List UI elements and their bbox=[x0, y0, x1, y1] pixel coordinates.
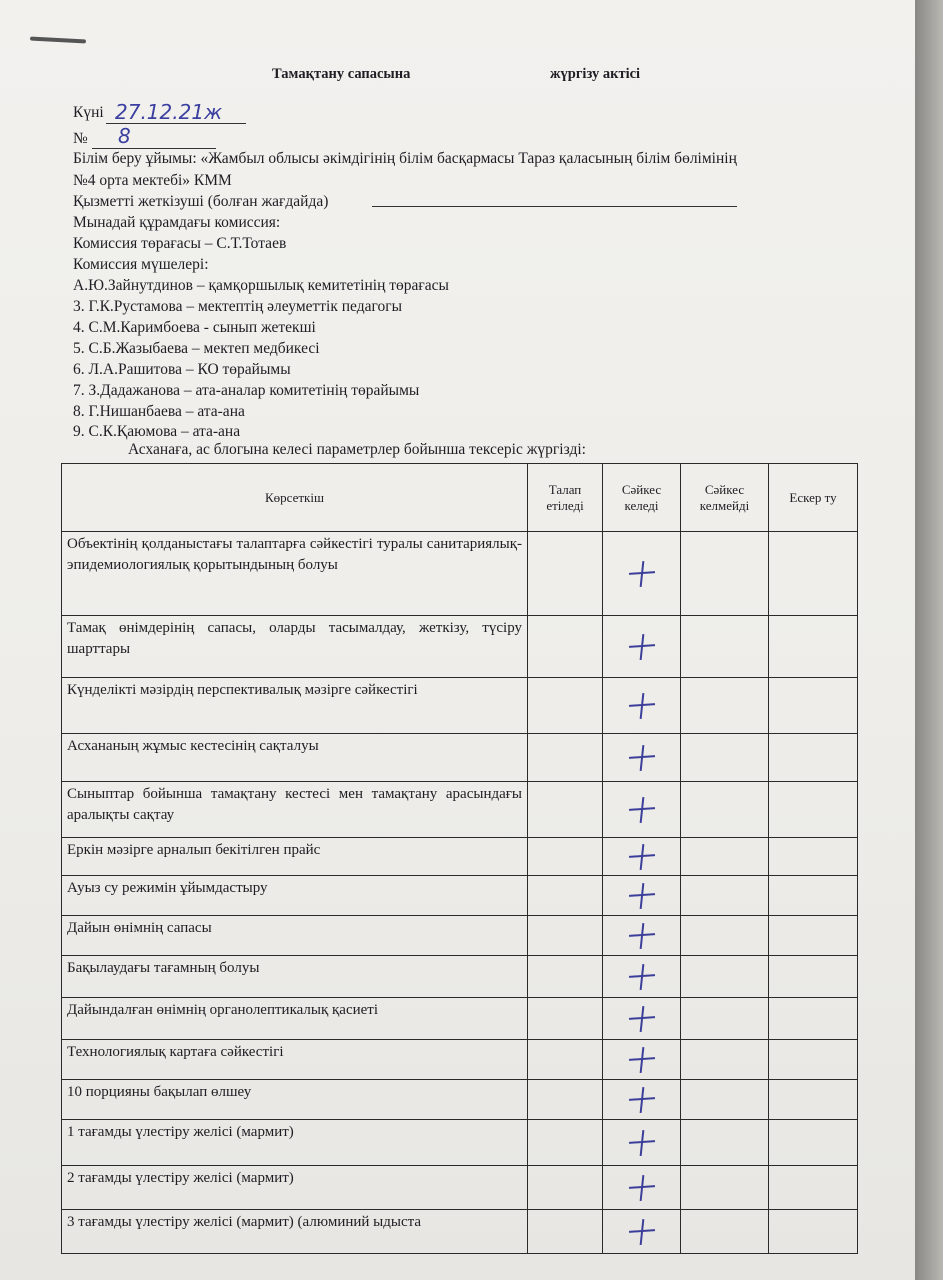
required-cell bbox=[528, 998, 603, 1040]
noncompliant-cell bbox=[681, 956, 769, 998]
note-cell bbox=[769, 1166, 858, 1210]
required-cell bbox=[528, 532, 603, 616]
member-item: 8. Г.Нишанбаева – ата-ана bbox=[73, 403, 245, 420]
handwritten-plus-mark bbox=[629, 797, 655, 823]
noncompliant-cell bbox=[681, 916, 769, 956]
required-cell bbox=[528, 1120, 603, 1166]
title-left: Тамақтану сапасына bbox=[272, 66, 411, 82]
member-item: А.Ю.Зайнутдинов – қамқоршылық кемитетінің төрағасы bbox=[73, 277, 449, 294]
required-cell bbox=[528, 916, 603, 956]
table-row bbox=[62, 838, 858, 876]
required-cell bbox=[528, 678, 603, 734]
note-cell bbox=[769, 532, 858, 616]
table-row bbox=[62, 1166, 858, 1210]
handwritten-plus-mark bbox=[629, 693, 655, 719]
handwritten-plus-mark bbox=[629, 561, 655, 587]
required-cell bbox=[528, 1040, 603, 1080]
compliant-cell bbox=[603, 876, 681, 916]
required-cell bbox=[528, 782, 603, 838]
number-label: № bbox=[73, 130, 88, 147]
compliant-cell bbox=[603, 1080, 681, 1120]
compliant-cell bbox=[603, 1166, 681, 1210]
noncompliant-cell bbox=[681, 782, 769, 838]
member-item: 7. З.Дадажанова – ата-аналар комитетінің төрайымы bbox=[73, 382, 420, 399]
noncompliant-cell bbox=[681, 1080, 769, 1120]
noncompliant-cell bbox=[681, 998, 769, 1040]
note-cell bbox=[769, 1210, 858, 1254]
handwritten-plus-mark bbox=[629, 923, 655, 949]
member-item: 4. С.М.Каримбоева - сынып жетекші bbox=[73, 319, 316, 336]
indicator-cell: Дайын өнімнің сапасы bbox=[62, 916, 528, 956]
indicator-cell: 1 тағамды үлестіру желісі (мармит) bbox=[62, 1120, 528, 1166]
note-cell bbox=[769, 616, 858, 678]
handwritten-plus-mark bbox=[629, 1087, 655, 1113]
handwritten-plus-mark bbox=[629, 844, 655, 870]
header-compliant: Сәйкес келеді bbox=[603, 464, 681, 532]
note-cell bbox=[769, 876, 858, 916]
handwritten-plus-mark bbox=[629, 1175, 655, 1201]
compliant-cell bbox=[603, 678, 681, 734]
header-note: Ескер ту bbox=[769, 464, 858, 532]
provider-line: Қызметті жеткізуші (болған жағдайда) bbox=[73, 193, 329, 210]
date-value: 27.12.21ж bbox=[115, 100, 223, 124]
indicator-cell: Ауыз су режимін ұйымдастыру bbox=[62, 876, 528, 916]
inspection-table bbox=[61, 463, 858, 1254]
member-item: 9. С.К.Қаюмова – ата-ана bbox=[73, 423, 241, 440]
provider-underline bbox=[372, 206, 737, 207]
noncompliant-cell bbox=[681, 1166, 769, 1210]
commission-intro: Мынадай құрамдағы комиссия: bbox=[73, 214, 281, 231]
required-cell bbox=[528, 838, 603, 876]
note-cell bbox=[769, 916, 858, 956]
indicator-cell: 10 порцияны бақылап өлшеу bbox=[62, 1080, 528, 1120]
compliant-cell bbox=[603, 1040, 681, 1080]
org-line-2: №4 орта мектебі» КММ bbox=[73, 172, 232, 189]
handwritten-plus-mark bbox=[629, 1130, 655, 1156]
noncompliant-cell bbox=[681, 838, 769, 876]
noncompliant-cell bbox=[681, 876, 769, 916]
header-required: Талап етіледі bbox=[528, 464, 603, 532]
handwritten-plus-mark bbox=[629, 634, 655, 660]
indicator-cell: 3 тағамды үлестіру желісі (мармит) (алюминий ыдыста bbox=[62, 1210, 528, 1254]
handwritten-plus-mark bbox=[629, 1219, 655, 1245]
header-noncompliant: Сәйкес келмейді bbox=[681, 464, 769, 532]
note-cell bbox=[769, 1120, 858, 1166]
pen-scratch bbox=[30, 37, 86, 44]
handwritten-plus-mark bbox=[629, 964, 655, 990]
indicator-cell: Асхананың жұмыс кестесінің сақталуы bbox=[62, 734, 528, 782]
number-value: 8 bbox=[118, 124, 131, 148]
indicator-cell: Технологиялық картаға сәйкестігі bbox=[62, 1040, 528, 1080]
noncompliant-cell bbox=[681, 1210, 769, 1254]
member-item: 6. Л.А.Рашитова – КО төрайымы bbox=[73, 361, 291, 378]
required-cell bbox=[528, 956, 603, 998]
commission-chair: Комиссия төрағасы – С.Т.Тотаев bbox=[73, 235, 287, 252]
table-row bbox=[62, 1040, 858, 1080]
required-cell bbox=[528, 616, 603, 678]
noncompliant-cell bbox=[681, 532, 769, 616]
note-cell bbox=[769, 734, 858, 782]
required-cell bbox=[528, 1080, 603, 1120]
noncompliant-cell bbox=[681, 1120, 769, 1166]
members-label: Комиссия мүшелері: bbox=[73, 256, 209, 273]
header-indicator: Көрсеткіш bbox=[62, 464, 528, 532]
noncompliant-cell bbox=[681, 678, 769, 734]
member-item: 3. Г.К.Рустамова – мектептің әлеуметтік педагогы bbox=[73, 298, 402, 315]
table-row bbox=[62, 956, 858, 998]
note-cell bbox=[769, 782, 858, 838]
table-body bbox=[62, 532, 858, 1254]
org-line-1: Білім беру ұйымы: «Жамбыл облысы әкімдігінің білім басқармасы Тараз қаласының білім бөлімінің bbox=[73, 150, 737, 167]
compliant-cell bbox=[603, 1210, 681, 1254]
required-cell bbox=[528, 1210, 603, 1254]
indicator-cell: Күнделікті мәзірдің перспективалық мәзірге сәйкестігі bbox=[62, 678, 528, 734]
table-row bbox=[62, 616, 858, 678]
handwritten-plus-mark bbox=[629, 745, 655, 771]
table-row bbox=[62, 1080, 858, 1120]
title-right: жүргізу актісі bbox=[550, 66, 641, 82]
handwritten-plus-mark bbox=[629, 883, 655, 909]
handwritten-plus-mark bbox=[629, 1047, 655, 1073]
table-row bbox=[62, 532, 858, 616]
indicator-cell: Еркін мәзірге арналып бекітілген прайс bbox=[62, 838, 528, 876]
check-intro: Асханаға, ас блогына келесі параметрлер бойынша тексеріс жүргізді: bbox=[128, 441, 586, 458]
date-label: Күні bbox=[73, 104, 104, 121]
compliant-cell bbox=[603, 838, 681, 876]
table-row bbox=[62, 998, 858, 1040]
indicator-cell: Бақылаудағы тағамның болуы bbox=[62, 956, 528, 998]
table-row bbox=[62, 734, 858, 782]
note-cell bbox=[769, 838, 858, 876]
compliant-cell bbox=[603, 1120, 681, 1166]
required-cell bbox=[528, 1166, 603, 1210]
table-row bbox=[62, 916, 858, 956]
table-row bbox=[62, 876, 858, 916]
member-item: 5. С.Б.Жазыбаева – мектеп медбикесі bbox=[73, 340, 320, 357]
required-cell bbox=[528, 876, 603, 916]
compliant-cell bbox=[603, 916, 681, 956]
required-cell bbox=[528, 734, 603, 782]
background-edge bbox=[915, 0, 943, 1280]
table-row bbox=[62, 1120, 858, 1166]
indicator-cell: Тамақ өнімдерінің сапасы, оларды тасымалдау, жеткізу, түсіру шарттары bbox=[62, 616, 528, 678]
compliant-cell bbox=[603, 998, 681, 1040]
compliant-cell bbox=[603, 616, 681, 678]
indicator-cell: Дайындалған өнімнің органолептикалық қасиеті bbox=[62, 998, 528, 1040]
compliant-cell bbox=[603, 532, 681, 616]
table-row bbox=[62, 678, 858, 734]
note-cell bbox=[769, 1080, 858, 1120]
table-row bbox=[62, 1210, 858, 1254]
compliant-cell bbox=[603, 734, 681, 782]
noncompliant-cell bbox=[681, 616, 769, 678]
table-row bbox=[62, 782, 858, 838]
indicator-cell: 2 тағамды үлестіру желісі (мармит) bbox=[62, 1166, 528, 1210]
indicator-cell: Сыныптар бойынша тамақтану кестесі мен тамақтану арасындағы аралықты сақтау bbox=[62, 782, 528, 838]
compliant-cell bbox=[603, 956, 681, 998]
number-underline bbox=[92, 148, 216, 149]
note-cell bbox=[769, 1040, 858, 1080]
table-header-row bbox=[62, 464, 858, 532]
noncompliant-cell bbox=[681, 1040, 769, 1080]
note-cell bbox=[769, 998, 858, 1040]
note-cell bbox=[769, 956, 858, 998]
handwritten-plus-mark bbox=[629, 1006, 655, 1032]
noncompliant-cell bbox=[681, 734, 769, 782]
note-cell bbox=[769, 678, 858, 734]
compliant-cell bbox=[603, 782, 681, 838]
indicator-cell: Объектінің қолданыстағы талаптарға сәйкестігі туралы санитариялық-эпидемиологиялық қорытындының болуы bbox=[62, 532, 528, 616]
